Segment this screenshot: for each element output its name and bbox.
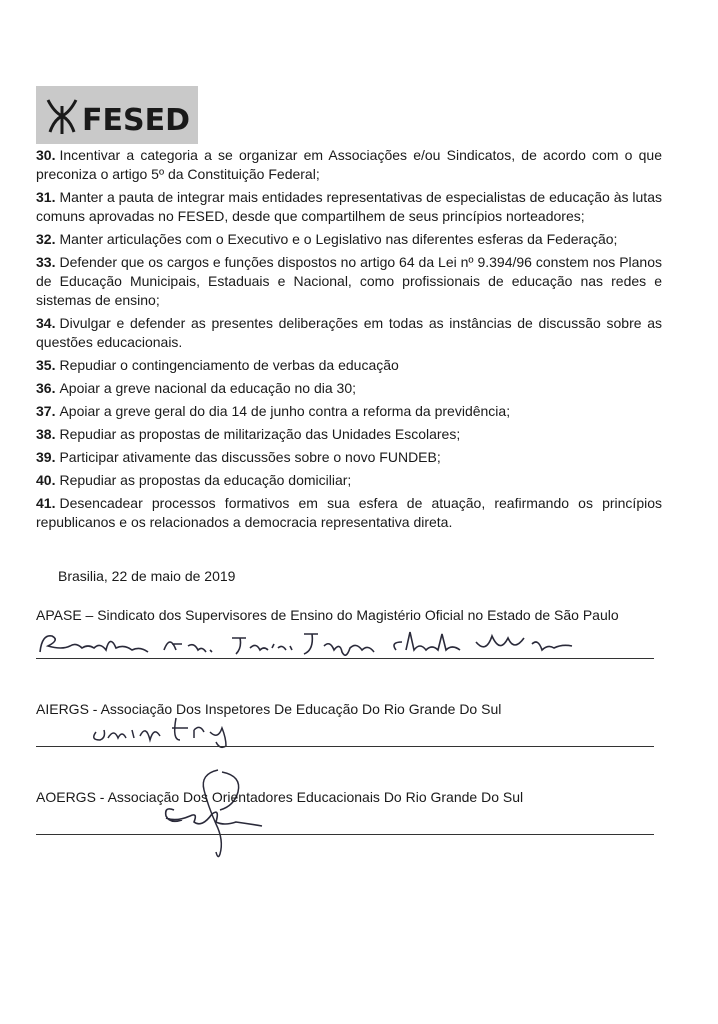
list-item [36,314,662,352]
logo-text: FESED [82,103,190,138]
list-item [36,253,662,310]
signature-block-aiergs [36,700,656,750]
item-number: 37. [36,403,56,419]
handwritten-signature [36,624,596,660]
item-text: Manter articulações com o Executivo e o Legislativo nas diferentes esferas da Federação; [59,231,618,247]
item-text: Apoiar a greve nacional da educação no dia 30; [59,380,357,396]
signature-block-apase [36,606,656,662]
item-text: Participar ativamente das discussões sobre o novo FUNDEB; [59,449,441,465]
item-number: 30. [36,147,56,163]
item-text: Repudiar o contingenciamento de verbas da educação [59,357,399,373]
list-item [36,471,662,490]
item-text: Incentivar a categoria a se organizar em Associações e/ou Sindicatos, de acordo com o que preconiza o artigo 5º da Constituição Federal; [36,147,662,182]
fesed-logo-emblem-icon [36,86,198,144]
list-item [36,402,662,421]
list-item [36,425,662,444]
item-text: Repudiar as propostas de militarização das Unidades Escolares; [59,426,461,442]
list-item [36,379,662,398]
date-line: Brasilia, 22 de maio de 2019 [58,568,236,584]
item-number: 34. [36,315,56,331]
list-item [36,448,662,467]
signature-line [36,658,654,659]
list-item [36,188,662,226]
item-text: Apoiar a greve geral do dia 14 de junho contra a reforma da previdência; [59,403,511,419]
signature-line [36,746,654,747]
list-item [36,494,662,532]
item-number: 35. [36,357,56,373]
item-text: Divulgar e defender as presentes deliberações em todas as instâncias de discussão sobre as questões educacionais. [36,315,662,350]
item-number: 32. [36,231,56,247]
handwritten-signature [146,766,276,862]
item-number: 33. [36,254,56,270]
item-text: Repudiar as propostas da educação domiciliar; [59,472,352,488]
signature-label: AOERGS - Associação Dos Orientadores Educacionais Do Rio Grande Do Sul [36,789,524,805]
item-number: 38. [36,426,56,442]
signature-label: APASE – Sindicato dos Supervisores de Ensino do Magistério Oficial no Estado de São Paulo [36,607,619,623]
item-number: 40. [36,472,56,488]
item-number: 41. [36,495,56,511]
item-text: Defender que os cargos e funções dispostos no artigo 64 da Lei nº 9.394/96 constem nos Planos de Educação Municipais, Estaduais e Nacional, como profissionais de educação nas redes e sistemas de ensino; [36,254,662,308]
fesed-logo [36,86,198,144]
handwritten-signature [76,710,256,750]
list-item [36,230,662,249]
item-text: Desencadear processos formativos em sua esfera de atuação, reafirmando os princípios republicanos e os relacionados a democracia representativa direta. [36,495,662,530]
signature-line [36,834,654,835]
list-item [36,146,662,184]
list-item [36,356,662,375]
item-number: 39. [36,449,56,465]
signature-label: AIERGS - Associação Dos Inspetores De Educação Do Rio Grande Do Sul [36,701,502,717]
deliberations-list [36,146,662,536]
item-number: 31. [36,189,56,205]
signature-block-aoergs [36,770,656,862]
item-number: 36. [36,380,56,396]
item-text: Manter a pauta de integrar mais entidades representativas de especialistas de educação às lutas comuns aprovadas no FESED, desde que compartilhem de seus princípios norteadores; [36,189,662,224]
